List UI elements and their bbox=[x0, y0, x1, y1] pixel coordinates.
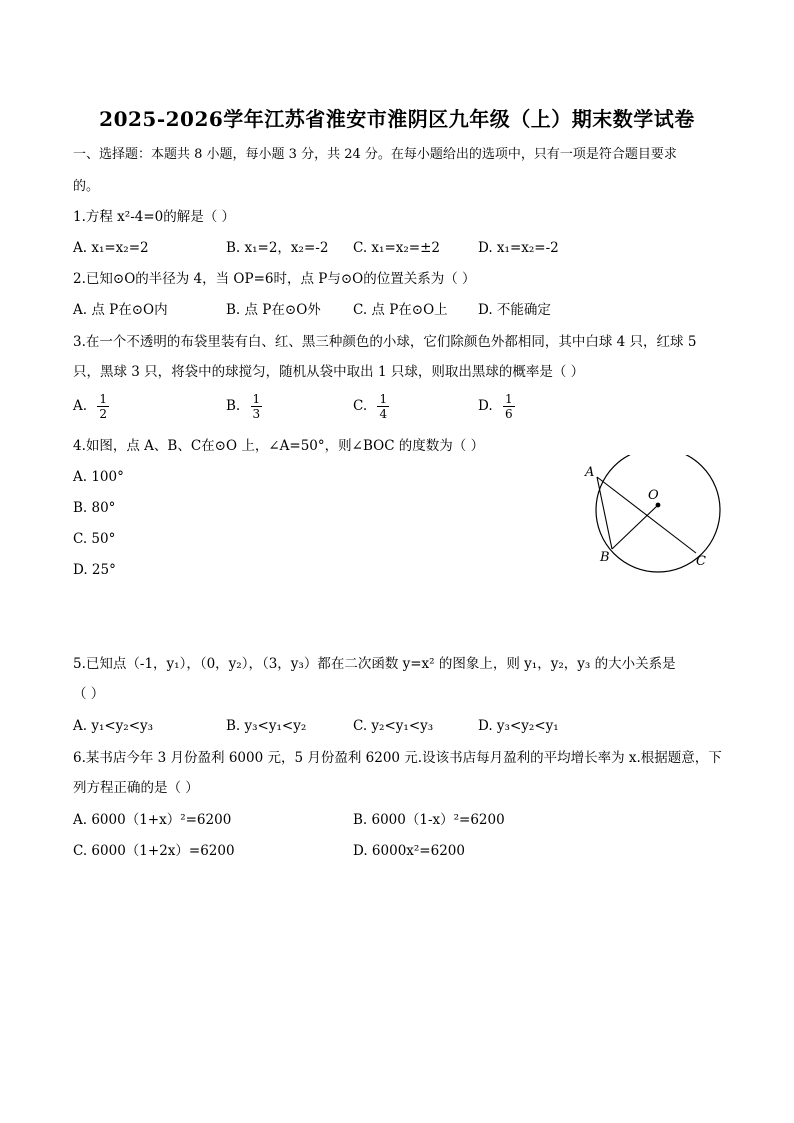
point-c-label: C bbox=[696, 554, 706, 569]
q1-option-d: D. x₁=x₂=-2 bbox=[478, 240, 559, 256]
q6-option-c: C. 6000（1+2x）=6200 bbox=[73, 843, 235, 859]
q5-option-c: C. y₂<y₁<y₃ bbox=[353, 718, 434, 734]
q6-option-d: D. 6000x²=6200 bbox=[353, 843, 465, 859]
fraction-numerator: 1 bbox=[252, 392, 261, 406]
q5-option-a: A. y₁<y₂<y₃ bbox=[73, 718, 154, 734]
q1-stem: 1.方程 x²-4=0的解是（ ） bbox=[73, 209, 236, 225]
q1-option-b: B. x₁=2，x₂=-2 bbox=[226, 240, 329, 256]
q1-option-a: A. x₁=x₂=2 bbox=[73, 240, 149, 256]
q4-option-d: D. 25° bbox=[73, 562, 116, 578]
segment-ab bbox=[597, 477, 612, 549]
q4-stem: 4.如图，点 A、B、C在⊙O 上，∠A=50°，则∠BOC 的度数为（ ） bbox=[73, 438, 485, 454]
q2-stem: 2.已知⊙O的半径为 4，当 OP=6时，点 P与⊙O的位置关系为（ ） bbox=[73, 271, 476, 287]
section-heading-line1: 一、选择题：本题共 8 小题，每小题 3 分，共 24 分。在每小题给出的选项中，只有一项是符合题目要求 bbox=[73, 147, 677, 162]
q4-option-a: A. 100° bbox=[73, 469, 124, 485]
q3-option-b bbox=[226, 392, 262, 421]
q5-option-b: B. y₃<y₁<y₂ bbox=[226, 718, 307, 734]
q6-stem-line2: 列方程正确的是（ ） bbox=[73, 780, 199, 796]
q2-option-b: B. 点 P在⊙O外 bbox=[226, 302, 321, 318]
q6-option-b: B. 6000（1-x）²=6200 bbox=[353, 812, 505, 828]
q3-option-a-label: A. bbox=[73, 398, 88, 414]
q5-stem-line1: 5.已知点（-1，y₁），（0，y₂），（3，y₃）都在二次函数 y=x² 的图象上，则 y₁，y₂，y₃ 的大小关系是 bbox=[73, 656, 676, 672]
q4-option-c: C. 50° bbox=[73, 531, 116, 547]
q3-option-b-label: B. bbox=[226, 398, 241, 414]
q5-stem-line2: （ ） bbox=[73, 686, 105, 702]
q2-option-c: C. 点 P在⊙O上 bbox=[353, 302, 448, 318]
q6-option-a: A. 6000（1+x）²=6200 bbox=[73, 812, 232, 828]
point-a-label: A bbox=[585, 465, 595, 480]
fraction-denominator: 2 bbox=[99, 407, 107, 421]
q2-option-a: A. 点 P在⊙O内 bbox=[73, 302, 168, 318]
q2-option-d: D. 不能确定 bbox=[478, 302, 551, 318]
q3-option-d bbox=[478, 392, 515, 421]
q4-option-b: B. 80° bbox=[73, 500, 116, 516]
segment-bo bbox=[612, 505, 658, 549]
exam-title: 2025-2026学年江苏省淮安市淮阴区九年级（上）期末数学试卷 bbox=[99, 107, 695, 131]
circle-figure bbox=[578, 455, 728, 575]
segment-ac bbox=[597, 477, 696, 553]
point-b-label: B bbox=[600, 550, 610, 565]
q1-option-c: C. x₁=x₂=±2 bbox=[353, 240, 441, 256]
q3-option-c bbox=[353, 392, 389, 421]
q3-stem-line2: 只，黑球 3 只，将袋中的球搅匀，随机从袋中取出 1 只球，则取出黑球的概率是（ ） bbox=[73, 364, 585, 380]
q3-option-c-fraction bbox=[377, 392, 389, 421]
q3-option-d-fraction bbox=[503, 392, 515, 421]
fraction-denominator: 4 bbox=[379, 407, 388, 421]
section-heading-line2: 的。 bbox=[73, 179, 100, 194]
q3-option-b-fraction bbox=[251, 392, 263, 421]
point-o-label: O bbox=[648, 488, 659, 503]
q3-stem-line1: 3.在一个不透明的布袋里装有白、红、黑三种颜色的小球，它们除颜色外都相同，其中白球 4 只，红球 5 bbox=[73, 334, 697, 350]
fraction-denominator: 6 bbox=[504, 407, 513, 421]
q3-option-c-label: C. bbox=[353, 398, 368, 414]
fraction-denominator: 3 bbox=[252, 407, 261, 421]
fraction-numerator: 1 bbox=[99, 392, 107, 406]
fraction-numerator: 1 bbox=[379, 392, 388, 406]
q3-option-a bbox=[73, 392, 109, 421]
center-o-dot bbox=[656, 503, 661, 508]
q5-option-d: D. y₃<y₂<y₁ bbox=[478, 718, 559, 734]
q3-option-d-label: D. bbox=[478, 398, 493, 414]
q6-stem-line1: 6.某书店今年 3 月份盈利 6000 元，5 月份盈利 6200 元.设该书店每月盈利的平均增长率为 x.根据题意，下 bbox=[73, 750, 722, 766]
q3-option-a-fraction bbox=[97, 392, 109, 421]
fraction-numerator: 1 bbox=[504, 392, 513, 406]
